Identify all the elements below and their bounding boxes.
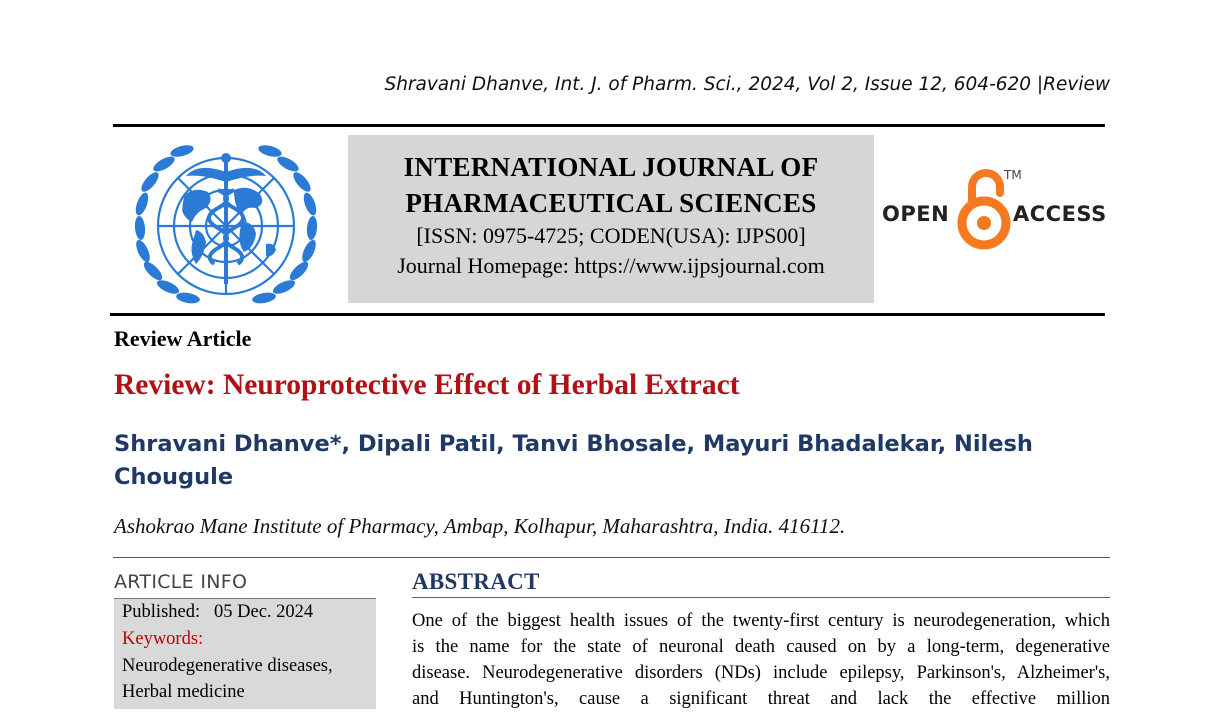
affiliation: Ashokrao Mane Institute of Pharmacy, Ambap, Kolhapur, Maharashtra, India. 416112. [114,514,846,538]
authors-line2: Chougule [114,464,234,490]
section-divider [113,557,1110,558]
abstract-line-4: and Huntington's, cause a significant threat and lack the effective million [412,689,1110,709]
journal-issn: [ISSN: 0975-4725; CODEN(USA): IJPS00] [416,223,806,248]
citation-line: Shravani Dhanve, Int. J. of Pharm. Sci., 2024, Vol 2, Issue 12, 604-620 |Review [384,74,1110,95]
journal-globe-logo [126,138,326,308]
published-label: Published: [122,602,201,622]
article-info-box [114,599,376,709]
abstract-line-1: One of the biggest health issues of the twenty-first century is neurodegeneration, which [412,611,1110,631]
published-row [122,599,313,625]
author-list [114,428,1074,494]
keyword-item-2: Herbal medicine [122,682,245,702]
open-access-right-text: ACCESS [1013,202,1107,226]
journal-title-line2: PHARMACEUTICAL SCIENCES [405,188,817,218]
abstract-line-2: is the name for the state of neuronal death caused on by a long-term, degenerative [412,637,1110,657]
header-rule-top [113,124,1105,127]
published-date: 05 Dec. 2024 [214,602,314,622]
trademark-label: TM [1004,168,1022,182]
keyword-item-1: Neurodegenerative diseases, [122,656,333,676]
article-title: Review: Neuroprotective Effect of Herbal Extract [114,369,740,401]
header-rule-bottom [110,313,1105,316]
authors-line1: Shravani Dhanve*, Dipali Patil, Tanvi Bhosale, Mayuri Bhadalekar, Nilesh [114,431,1033,457]
journal-title-box [348,135,874,303]
journal-title-line1: INTERNATIONAL JOURNAL OF [403,152,819,182]
keywords-label: Keywords: [122,629,204,649]
caduceus-icon [186,153,266,284]
abstract-line-3: disease. Neurodegenerative disorders (NDs) include epilepsy, Parkinson's, Alzheimer's, [412,663,1110,683]
abstract-heading: ABSTRACT [412,569,540,594]
abstract-body [412,608,1110,712]
article-type: Review Article [114,326,252,351]
open-access-badge [880,165,1110,255]
article-info-heading: ARTICLE INFO [114,571,248,593]
open-access-left-text: OPEN [882,202,950,226]
abstract-rule [412,597,1110,598]
journal-homepage[interactable]: Journal Homepage: https://www.ijpsjournal.com [397,253,825,278]
